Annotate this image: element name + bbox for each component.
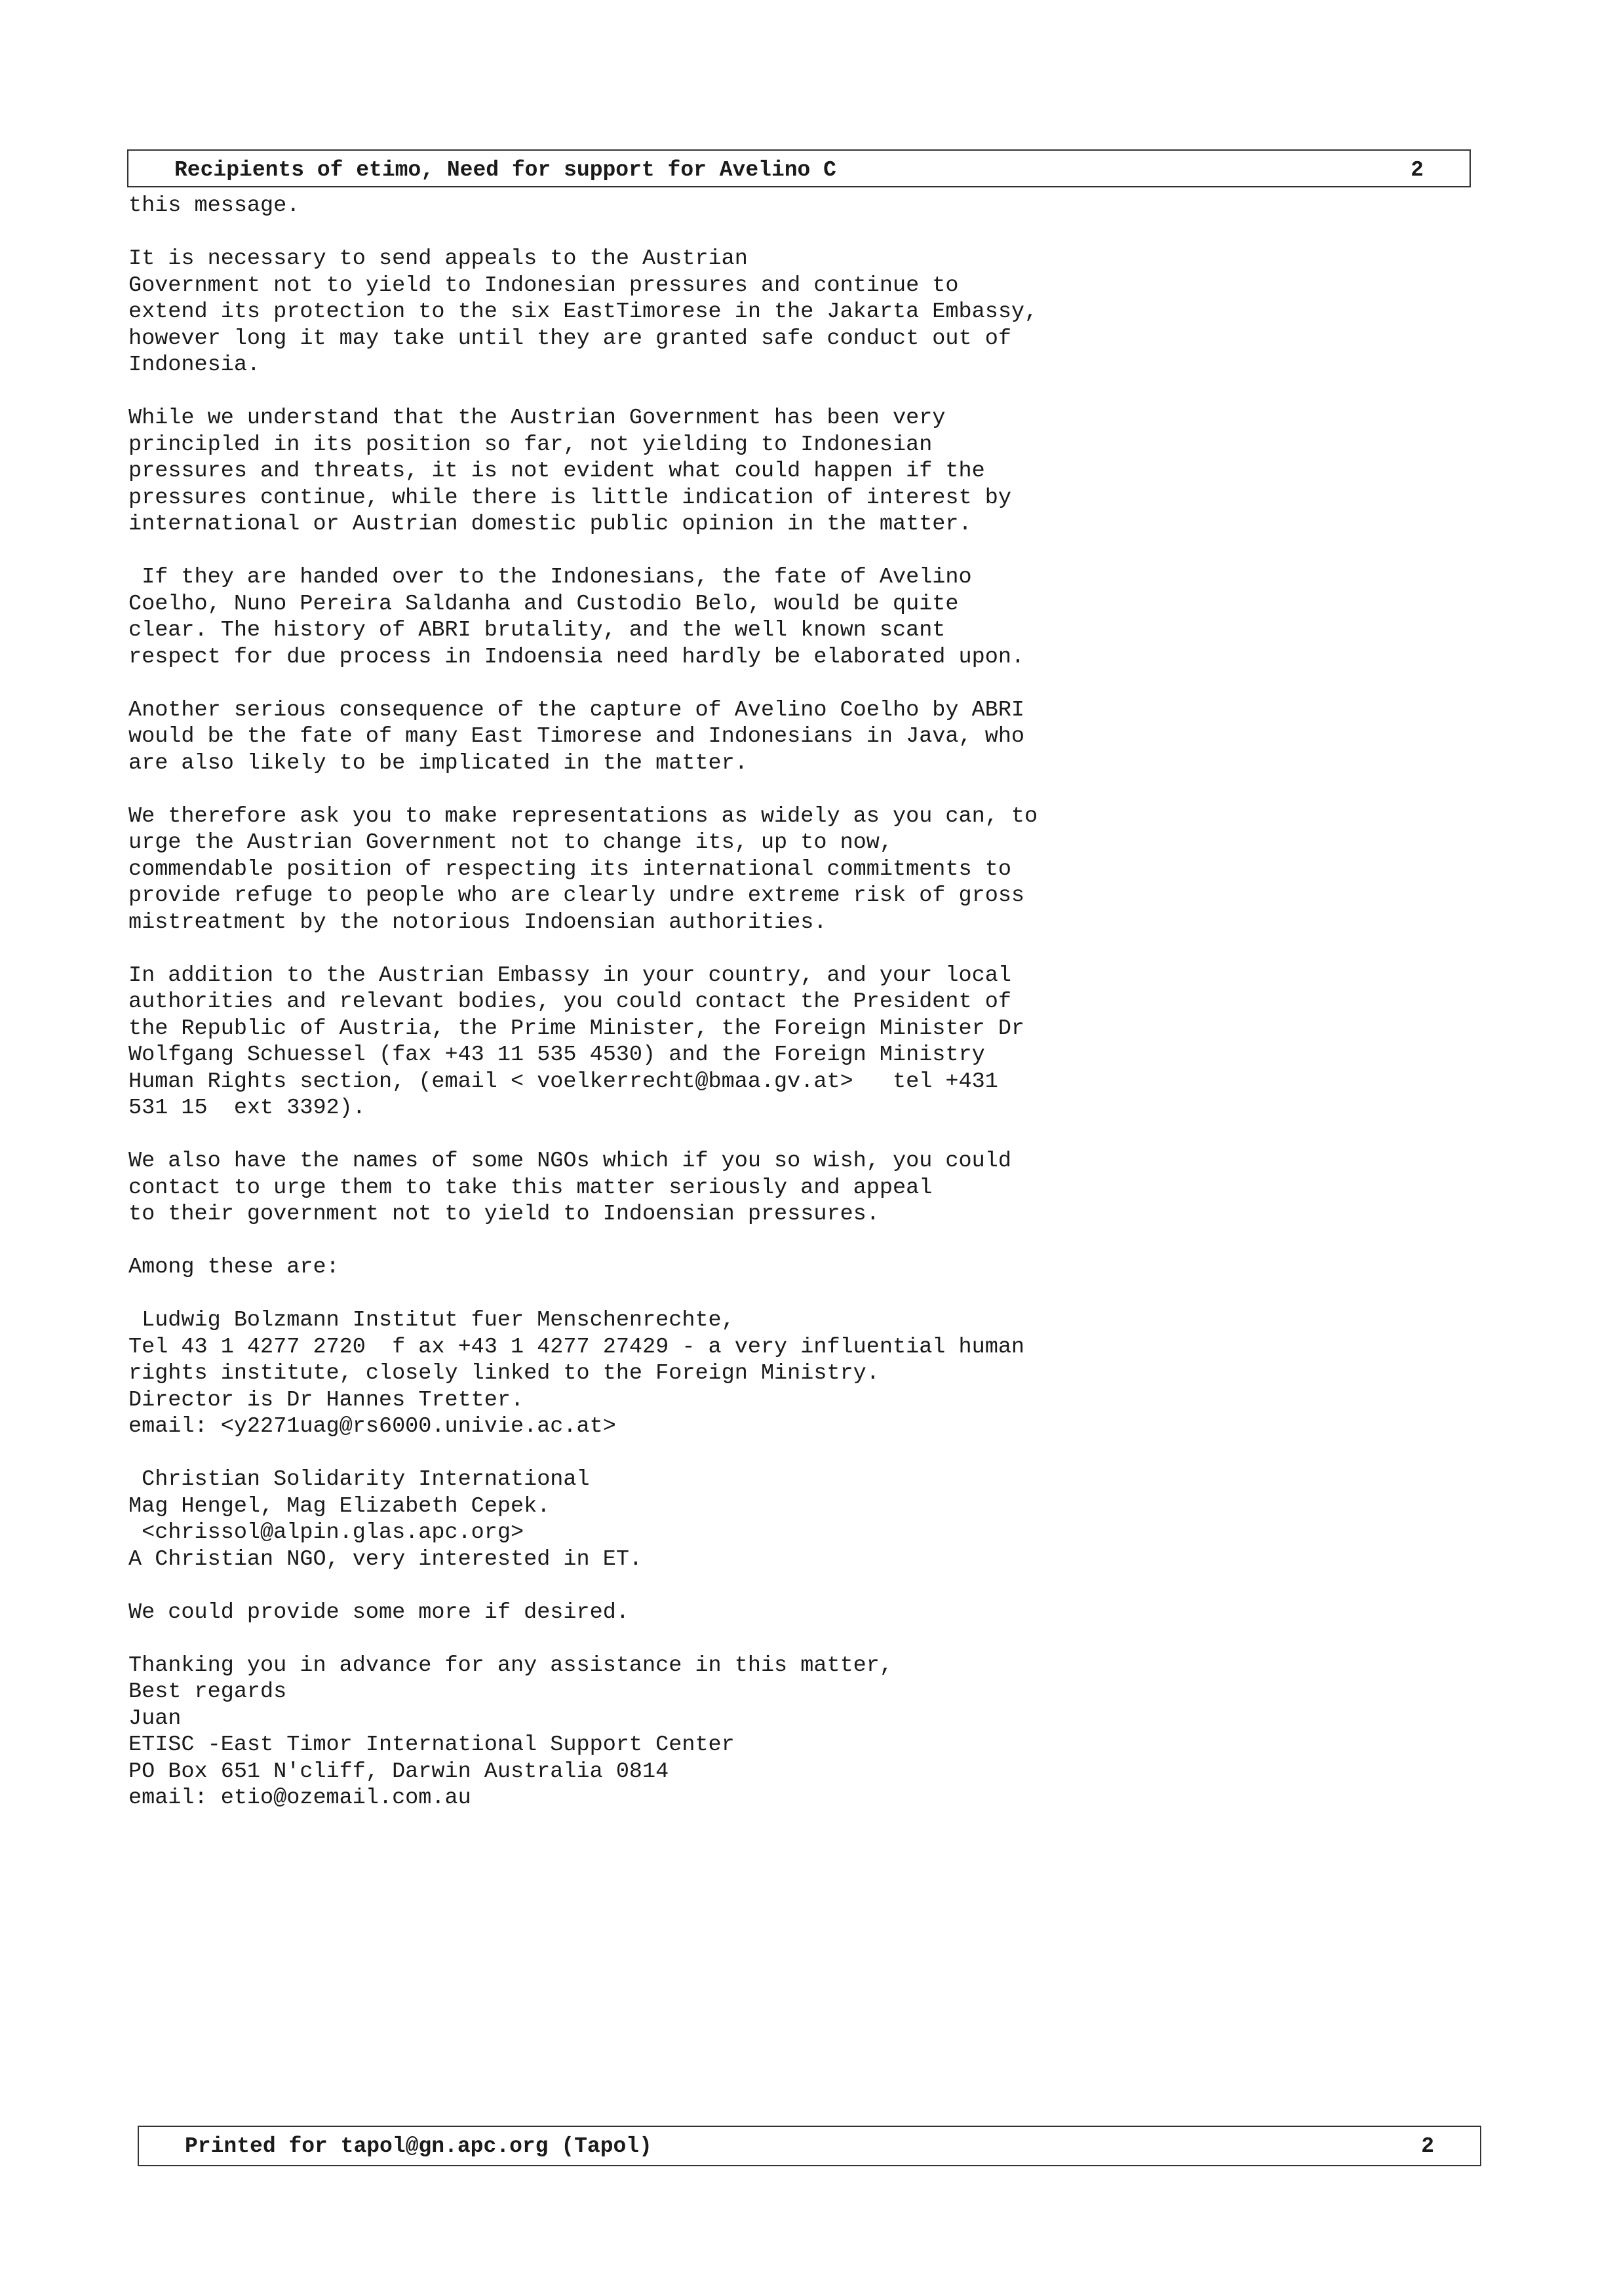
text-line: Director is Dr Hannes Tretter. — [128, 1387, 524, 1413]
text-line: provide refuge to people who are clearly undre extreme risk of gross — [128, 883, 1025, 908]
text-line: <chrissol@alpin.glas.apc.org> — [128, 1520, 524, 1545]
paragraph — [128, 1466, 1374, 1573]
paragraph — [128, 1599, 1374, 1626]
text-line: international or Austrian domestic public opinion in the matter. — [128, 512, 972, 537]
text-line: mistreatment by the notorious Indoensian authorities. — [128, 909, 827, 935]
text-line: clear. The history of ABRI brutality, and the well known scant — [128, 618, 946, 643]
text-line: principled in its position so far, not yielding to Indonesian — [128, 432, 933, 457]
text-line: It is necessary to send appeals to the Austrian — [128, 246, 748, 271]
paragraph — [128, 697, 1374, 777]
text-line: Tel 43 1 4277 2720 f ax +43 1 4277 27429 - a very influential human — [128, 1334, 1025, 1360]
text-line: urge the Austrian Government not to change its, up to now, — [128, 830, 893, 855]
paragraph — [128, 1307, 1374, 1440]
text-line: Coelho, Nuno Pereira Saldanha and Custodio Belo, would be quite — [128, 591, 959, 617]
text-line: PO Box 651 N'cliff, Darwin Australia 0814 — [128, 1759, 669, 1784]
text-line: to their government not to yield to Indoensian pressures. — [128, 1202, 880, 1227]
footer-title: Printed for tapol@gn.apc.org (Tapol) — [185, 2134, 652, 2158]
paragraph — [128, 193, 1374, 220]
text-line: While we understand that the Austrian Government has been very — [128, 406, 946, 430]
header-page-number: 2 — [1411, 158, 1424, 182]
paragraph — [128, 246, 1374, 379]
text-line: rights institute, closely linked to the Foreign Ministry. — [128, 1361, 880, 1386]
text-line: however long it may take until they are granted safe conduct out of — [128, 326, 1011, 351]
text-line: Thanking you in advance for any assistance in this matter, — [128, 1653, 893, 1678]
text-line: We could provide some more if desired. — [128, 1599, 629, 1625]
text-line: ETISC -East Timor International Support Center — [128, 1732, 735, 1757]
text-line: contact to urge them to take this matter seriously and appeal — [128, 1175, 933, 1200]
text-line: We therefore ask you to make representations as widely as you can, to — [128, 803, 1038, 829]
text-line: respect for due process in Indoensia need hardly be elaborated upon. — [128, 644, 1025, 670]
text-line: authorities and relevant bodies, you could contact the President of — [128, 989, 1011, 1014]
text-line: email: <y2271uag@rs6000.univie.ac.at> — [128, 1414, 616, 1439]
text-line: pressures continue, while there is little indication of interest by — [128, 485, 1011, 510]
text-line: Indonesia. — [128, 353, 261, 377]
text-line: would be the fate of many East Timorese and Indonesians in Java, who — [128, 724, 1025, 749]
text-line: Another serious consequence of the capture of Avelino Coelho by ABRI — [128, 697, 1025, 723]
paragraph — [128, 1653, 1374, 1812]
paragraph — [128, 963, 1374, 1122]
text-line: If they are handed over to the Indonesians, the fate of Avelino — [128, 565, 972, 590]
text-line: Among these are: — [128, 1255, 340, 1280]
text-line: pressures and threats, it is not evident what could happen if the — [128, 459, 985, 484]
paragraph — [128, 1148, 1374, 1228]
text-line: A Christian NGO, very interested in ET. — [128, 1546, 643, 1572]
message-body — [128, 193, 1374, 1838]
text-line: Ludwig Bolzmann Institut fuer Menschenrechte, — [128, 1308, 735, 1333]
text-line: are also likely to be implicated in the matter. — [128, 750, 748, 776]
text-line: commendable position of respecting its international commitments to — [128, 856, 1011, 882]
paragraph — [128, 803, 1374, 936]
paragraph — [128, 1254, 1374, 1281]
text-line: Mag Hengel, Mag Elizabeth Cepek. — [128, 1493, 551, 1519]
page-footer — [138, 2126, 1481, 2166]
text-line: Christian Solidarity International — [128, 1467, 590, 1492]
text-line: Juan — [128, 1706, 182, 1731]
page-header — [127, 149, 1471, 187]
header-title: Recipients of etimo, Need for support for Avelino C — [174, 158, 836, 182]
text-line: Best regards — [128, 1679, 287, 1704]
text-line: email: etio@ozemail.com.au — [128, 1786, 471, 1810]
paragraph — [128, 405, 1374, 538]
text-line: extend its protection to the six EastTimorese in the Jakarta Embassy, — [128, 299, 1038, 324]
text-line: We also have the names of some NGOs which if you so wish, you could — [128, 1149, 1011, 1174]
text-line: this message. — [128, 193, 300, 218]
footer-page-number: 2 — [1421, 2134, 1434, 2158]
paragraph — [128, 564, 1374, 670]
text-line: Government not to yield to Indonesian pressures and continue to — [128, 273, 959, 298]
text-line: the Republic of Austria, the Prime Minister, the Foreign Minister Dr — [128, 1016, 1025, 1041]
text-line: Wolfgang Schuessel (fax +43 11 535 4530) and the Foreign Ministry — [128, 1043, 985, 1067]
text-line: 531 15 ext 3392). — [128, 1096, 366, 1120]
text-line: In addition to the Austrian Embassy in your country, and your local — [128, 963, 1011, 988]
text-line: Human Rights section, (email < voelkerrecht@bmaa.gv.at> tel +431 — [128, 1069, 998, 1094]
